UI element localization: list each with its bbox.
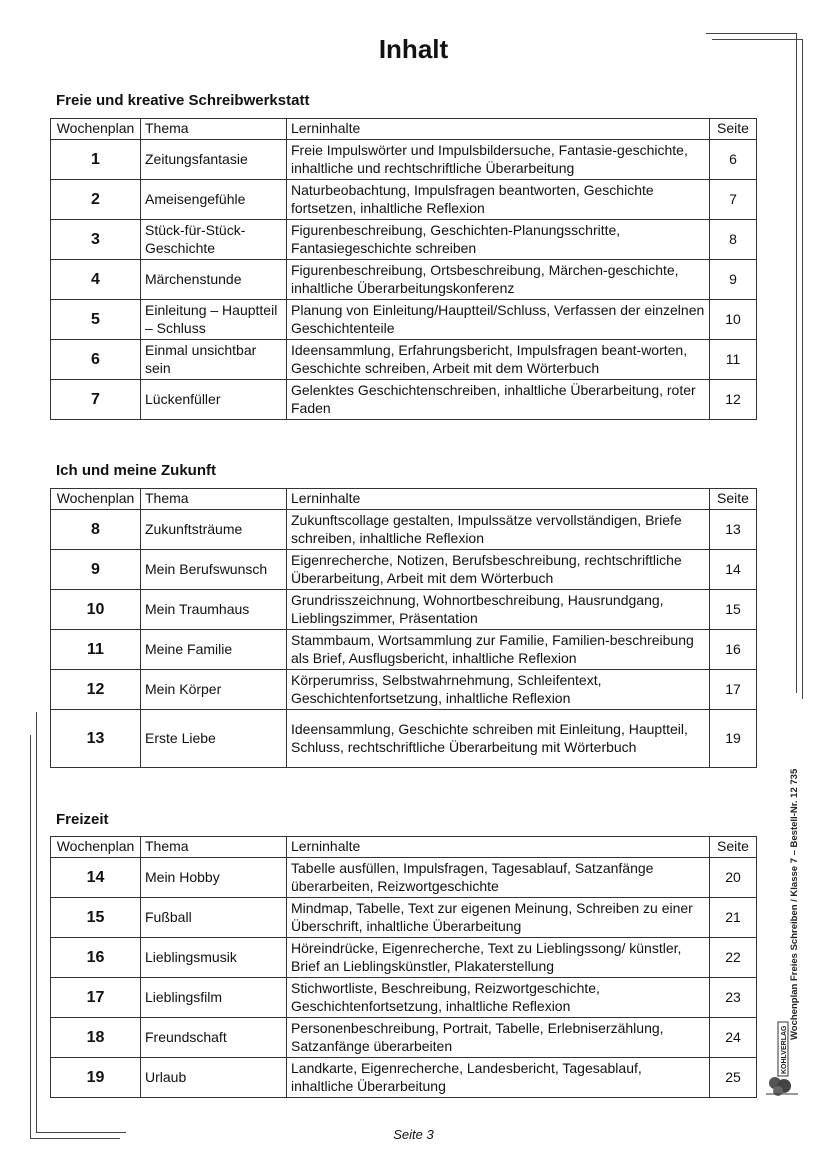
column-header-topic: Thema	[141, 119, 287, 140]
table-row	[51, 630, 757, 670]
page-number-cell: 19	[710, 710, 757, 768]
table-row	[51, 180, 757, 220]
topic-cell: Ameisengefühle	[141, 180, 287, 220]
week-number: 19	[51, 1058, 141, 1098]
content-cell: Eigenrecherche, Notizen, Berufsbeschreibung, rechtschriftliche Überarbeitung, Arbeit mit dem Wörterbuch	[287, 550, 710, 590]
page-number-cell: 11	[710, 340, 757, 380]
content-cell: Figurenbeschreibung, Ortsbeschreibung, Märchen-geschichte, inhaltliche Überarbeitungskonferenz	[287, 260, 710, 300]
content-cell: Mindmap, Tabelle, Text zur eigenen Meinung, Schreiben zu einer Überschrift, inhaltliche Überarbeitung	[287, 898, 710, 938]
content-cell: Freie Impulswörter und Impulsbildersuche, Fantasie-geschichte, inhaltliche und rechtschriftliche Überarbeitung	[287, 140, 710, 180]
topic-cell: Zukunftsträume	[141, 510, 287, 550]
topic-cell: Erste Liebe	[141, 710, 287, 768]
frame-line-bottom-left-v1	[30, 735, 31, 1138]
table-row	[51, 260, 757, 300]
content-cell: Ideensammlung, Erfahrungsbericht, Impulsfragen beant-worten, Geschichte schreiben, Arbeit mit dem Wörterbuch	[287, 340, 710, 380]
page-title: Inhalt	[378, 34, 449, 64]
content-cell: Figurenbeschreibung, Geschichten-Planungsschritte, Fantasiegeschichte schreiben	[287, 220, 710, 260]
content-cell: Tabelle ausfüllen, Impulsfragen, Tagesablauf, Satzanfänge überarbeiten, Reizwortgeschichte	[287, 858, 710, 898]
column-header-content: Lerninhalte	[287, 119, 710, 140]
table-row	[51, 380, 757, 420]
content-cell: Stammbaum, Wortsammlung zur Familie, Familien-beschreibung als Brief, Ausflugsbericht, inhaltliche Reflexion	[287, 630, 710, 670]
page-number-cell: 7	[710, 180, 757, 220]
table-row	[51, 710, 757, 768]
toc-table-1	[50, 118, 757, 420]
page-number-cell: 15	[710, 590, 757, 630]
table-row	[51, 938, 757, 978]
frame-line-top-right-v1	[796, 33, 797, 693]
page-number-cell: 8	[710, 220, 757, 260]
column-header-page: Seite	[710, 119, 757, 140]
column-header-week: Wochenplan	[51, 837, 141, 858]
table-row	[51, 220, 757, 260]
week-number: 5	[51, 300, 141, 340]
week-number: 8	[51, 510, 141, 550]
page-number-cell: 22	[710, 938, 757, 978]
section-heading-3: Freizeit	[56, 811, 109, 828]
side-order-label: Wochenplan Freies Schreiben / Klasse 7 – Bestell-Nr. 12 735	[789, 768, 800, 1040]
frame-line-top-right-h2	[712, 39, 802, 40]
page-number-cell: 25	[710, 1058, 757, 1098]
column-header-page: Seite	[710, 837, 757, 858]
week-number: 12	[51, 670, 141, 710]
topic-cell: Lieblingsfilm	[141, 978, 287, 1018]
content-cell: Grundrisszeichnung, Wohnortbeschreibung, Hausrundgang, Lieblingszimmer, Präsentation	[287, 590, 710, 630]
table-row	[51, 670, 757, 710]
table-row	[51, 340, 757, 380]
content-cell: Körperumriss, Selbstwahrnehmung, Schleifentext, Geschichtenfortsetzung, inhaltliche Reflexion	[287, 670, 710, 710]
topic-cell: Mein Traumhaus	[141, 590, 287, 630]
column-header-week: Wochenplan	[51, 119, 141, 140]
topic-cell: Zeitungsfantasie	[141, 140, 287, 180]
page-number-cell: 20	[710, 858, 757, 898]
section-heading-2: Ich und meine Zukunft	[56, 462, 216, 479]
week-number: 7	[51, 380, 141, 420]
page-number-cell: 10	[710, 300, 757, 340]
frame-line-top-right-v2	[802, 39, 803, 699]
topic-cell: Urlaub	[141, 1058, 287, 1098]
page-number-cell: 16	[710, 630, 757, 670]
toc-table-2	[50, 488, 757, 768]
column-header-week: Wochenplan	[51, 489, 141, 510]
topic-cell: Einleitung – Hauptteil – Schluss	[141, 300, 287, 340]
table-row	[51, 590, 757, 630]
week-number: 2	[51, 180, 141, 220]
section-heading-1: Freie und kreative Schreibwerkstatt	[56, 92, 310, 109]
page-number-cell: 6	[710, 140, 757, 180]
content-cell: Personenbeschreibung, Portrait, Tabelle, Erlebniserzählung, Satzanfänge überarbeiten	[287, 1018, 710, 1058]
table-row	[51, 1058, 757, 1098]
topic-cell: Mein Berufswunsch	[141, 550, 287, 590]
content-cell: Zukunftscollage gestalten, Impulssätze vervollständigen, Briefe schreiben, inhaltliche Reflexion	[287, 510, 710, 550]
content-cell: Höreindrücke, Eigenrecherche, Text zu Lieblingssong/ künstler, Brief an Lieblingskünstler, Plakaterstellung	[287, 938, 710, 978]
week-number: 6	[51, 340, 141, 380]
page-number-cell: 13	[710, 510, 757, 550]
topic-cell: Stück-für-Stück-Geschichte	[141, 220, 287, 260]
week-number: 1	[51, 140, 141, 180]
table-row	[51, 1018, 757, 1058]
content-cell: Gelenktes Geschichtenschreiben, inhaltliche Überarbeitung, roter Faden	[287, 380, 710, 420]
page-number-cell: 23	[710, 978, 757, 1018]
topic-cell: Einmal unsichtbar sein	[141, 340, 287, 380]
column-header-topic: Thema	[141, 837, 287, 858]
week-number: 15	[51, 898, 141, 938]
page-number-cell: 24	[710, 1018, 757, 1058]
topic-cell: Freundschaft	[141, 1018, 287, 1058]
page-number-footer: Seite 3	[393, 1127, 434, 1142]
table-row	[51, 898, 757, 938]
column-header-content: Lerninhalte	[287, 489, 710, 510]
table-row	[51, 140, 757, 180]
week-number: 9	[51, 550, 141, 590]
column-header-content: Lerninhalte	[287, 837, 710, 858]
week-number: 16	[51, 938, 141, 978]
page-number-cell: 12	[710, 380, 757, 420]
toc-table-3	[50, 836, 757, 1098]
topic-cell: Lieblingsmusik	[141, 938, 287, 978]
page-number-cell: 17	[710, 670, 757, 710]
table-row	[51, 510, 757, 550]
topic-cell: Lückenfüller	[141, 380, 287, 420]
week-number: 3	[51, 220, 141, 260]
content-cell: Stichwortliste, Beschreibung, Reizwortgeschichte, Geschichtenfortsetzung, inhaltliche Reflexion	[287, 978, 710, 1018]
page-number-cell: 21	[710, 898, 757, 938]
topic-cell: Märchenstunde	[141, 260, 287, 300]
column-header-page: Seite	[710, 489, 757, 510]
week-number: 10	[51, 590, 141, 630]
week-number: 18	[51, 1018, 141, 1058]
table-row	[51, 978, 757, 1018]
content-cell: Planung von Einleitung/Hauptteil/Schluss, Verfassen der einzelnen Geschichtenteile	[287, 300, 710, 340]
week-number: 13	[51, 710, 141, 768]
table-row	[51, 300, 757, 340]
topic-cell: Mein Körper	[141, 670, 287, 710]
content-cell: Ideensammlung, Geschichte schreiben mit Einleitung, Hauptteil, Schluss, rechtschriftliche Überarbeitung mit Wörterbuch	[287, 710, 710, 768]
week-number: 14	[51, 858, 141, 898]
page-number-cell: 9	[710, 260, 757, 300]
publisher-logo	[764, 1020, 800, 1098]
table-row	[51, 550, 757, 590]
content-cell: Landkarte, Eigenrecherche, Landesbericht, Tagesablauf, inhaltliche Überarbeitung	[287, 1058, 710, 1098]
topic-cell: Fußball	[141, 898, 287, 938]
week-number: 11	[51, 630, 141, 670]
publisher-logo-text: KOHLVERLAG	[781, 1025, 788, 1074]
week-number: 4	[51, 260, 141, 300]
topic-cell: Mein Hobby	[141, 858, 287, 898]
table-row	[51, 858, 757, 898]
frame-line-top-right-h1	[706, 33, 796, 34]
content-cell: Naturbeobachtung, Impulsfragen beantworten, Geschichte fortsetzen, inhaltliche Reflexion	[287, 180, 710, 220]
frame-line-bottom-left-v2	[36, 712, 37, 1132]
column-header-topic: Thema	[141, 489, 287, 510]
topic-cell: Meine Familie	[141, 630, 287, 670]
week-number: 17	[51, 978, 141, 1018]
page-number-cell: 14	[710, 550, 757, 590]
